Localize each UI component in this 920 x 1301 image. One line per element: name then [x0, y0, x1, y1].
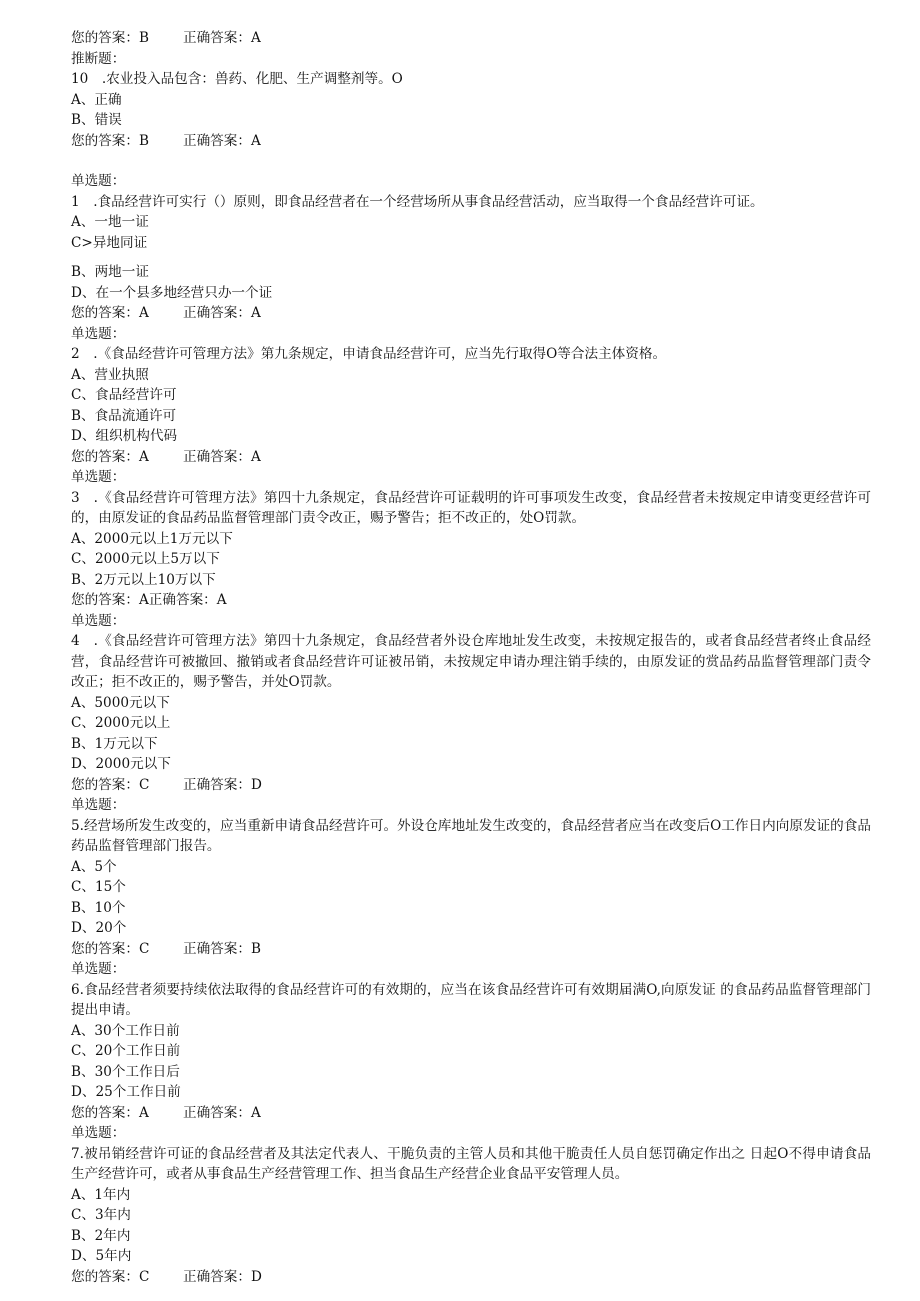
text-line: D、2000元以下	[71, 756, 171, 772]
answer-line	[71, 28, 871, 49]
spacer	[71, 151, 871, 171]
answer-line	[71, 1103, 871, 1124]
text-line: A、一地一证	[71, 214, 149, 230]
your-answer: 您的答案：B	[71, 30, 149, 46]
correct-answer: 正确答案：A	[183, 132, 261, 149]
correct-answer: 正确答案：A	[183, 448, 261, 465]
text-line: D、5年内	[71, 1248, 132, 1264]
text-line: A、2000元以上1万元以下	[71, 530, 233, 547]
text-line: 单选题：	[71, 173, 126, 189]
text-line: 2 .《食品经营许可管理方法》第九条规定，申请食品经营许可，应当先行取得O等合法主体资格。	[71, 346, 667, 362]
text-line: B、两地一证	[71, 264, 149, 280]
text-line: B、错误	[71, 112, 122, 128]
text-line: 单选题：	[71, 469, 126, 485]
text-line: D、25个工作日前	[71, 1084, 181, 1100]
text-line: 单选题：	[71, 961, 126, 977]
text-line: 10 .农业投入品包含：兽药、化肥、生产调整剂等。O	[71, 71, 403, 87]
text-line: A、30个工作日前	[71, 1022, 180, 1039]
text-line: 1 .食品经营许可实行（）原则，即食品经营者在一个经营场所从事食品经营活动，应当取得一个食品经营许可证。	[71, 193, 764, 210]
text-line: A、营业执照	[71, 366, 149, 383]
your-answer: 您的答案：A	[71, 305, 149, 321]
text-line: A、1年内	[71, 1186, 131, 1203]
answer-line	[71, 303, 871, 324]
correct-answer: 正确答案：D	[183, 1268, 262, 1285]
correct-answer: 正确答案：A	[183, 305, 261, 321]
text-line: A、正确	[71, 91, 122, 108]
text-line: 3 .《食品经营许可管理方法》第四十九条规定，食品经营许可证载明的许可事项发生改变，食品经营者未按规定申请变更经营许可的，由原发证的食品药品监督管理部门责令改正，赐予警告；拒不改正的，处O罚款。	[71, 489, 871, 526]
correct-answer: 正确答案：A	[183, 30, 261, 46]
text-line: A、5个	[71, 858, 117, 875]
answer-line	[71, 939, 871, 960]
text-line: 推断题：	[71, 50, 126, 67]
text-line: 单选题：	[71, 797, 126, 813]
text-line: 单选题：	[71, 325, 126, 342]
text-line: D、在一个县多地经营只办一个证	[71, 284, 273, 301]
text-line: A、5000元以下	[71, 694, 170, 711]
text-line: B、食品流通许可	[71, 407, 177, 424]
answer-line	[71, 1267, 871, 1288]
text-line: 7.被吊销经营许可证的食品经营者及其法定代表人、干脆负责的主管人员和其他干脆责任人员自惩罚确定作出之 日起O不得申请食品生产经营许可，或者从事食品生产经营管理工作、担当食品生产经营企业食品平安管理人员。	[71, 1145, 871, 1182]
text-line: 5.经营场所发生改变的，应当重新申请食品经营许可。外设仓库地址发生改变的，食品经营者应当在改变后O工作日内向原发证的食品药品监督管理部门报告。	[71, 817, 871, 854]
text-line: C>异地同证	[71, 234, 148, 251]
your-answer: 您的答案：C	[71, 940, 150, 957]
correct-answer: 正确答案：B	[183, 940, 261, 957]
correct-answer: 正确答案：A	[183, 1104, 261, 1121]
your-answer: 您的答案：B	[71, 132, 149, 149]
text-line: 单选题：	[71, 1125, 126, 1141]
text-line: 单选题：	[71, 612, 126, 629]
answer-line	[71, 131, 871, 152]
text-line: C、2000元以上5万以下	[71, 551, 220, 567]
your-answer: 您的答案：C	[71, 1268, 150, 1285]
text-line: B、10个	[71, 899, 126, 916]
your-answer: 您的答案：C	[71, 776, 150, 793]
document-body	[71, 28, 871, 1287]
your-answer: 您的答案：A	[71, 1104, 149, 1121]
answer-line	[71, 447, 871, 468]
text-line: C、20个工作日前	[71, 1043, 181, 1059]
your-answer: 您的答案：A	[71, 448, 149, 465]
text-line: C、2000元以上	[71, 715, 171, 731]
answer-line	[71, 775, 871, 796]
correct-answer: 正确答案：D	[183, 776, 262, 793]
text-line: B、1万元以下	[71, 735, 158, 752]
text-line: 6.食品经营者须要持续依法取得的食品经营许可的有效期的，应当在该食品经营许可有效期届满O,向原发证 的食品药品监督管理部门提出申请。	[71, 981, 871, 1018]
text-line: C、食品经营许可	[71, 387, 177, 403]
text-line: B、2年内	[71, 1227, 131, 1244]
text-line: 4 .《食品经营许可管理方法》第四十九条规定，食品经营者外设仓库地址发生改变，未按规定报告的，或者食品经营者终止食品经营，食品经营许可被撤回、撤销或者食品经营许可证被吊销，未按规定申请办理注销手续的，由原发证的赏品药品监督管理部门责令改正；拒不改正的，赐予警告，并处O罚款。	[71, 633, 871, 690]
text-line: B、2万元以上10万以下	[71, 571, 216, 588]
text-line: C、3年内	[71, 1207, 131, 1223]
spacer	[71, 253, 871, 262]
text-line: 您的答案：A正确答案：A	[71, 592, 227, 608]
text-line: B、30个工作日后	[71, 1063, 180, 1080]
text-line: D、组织机构代码	[71, 428, 178, 444]
text-line: C、15个	[71, 879, 126, 895]
text-line: D、20个	[71, 920, 127, 936]
